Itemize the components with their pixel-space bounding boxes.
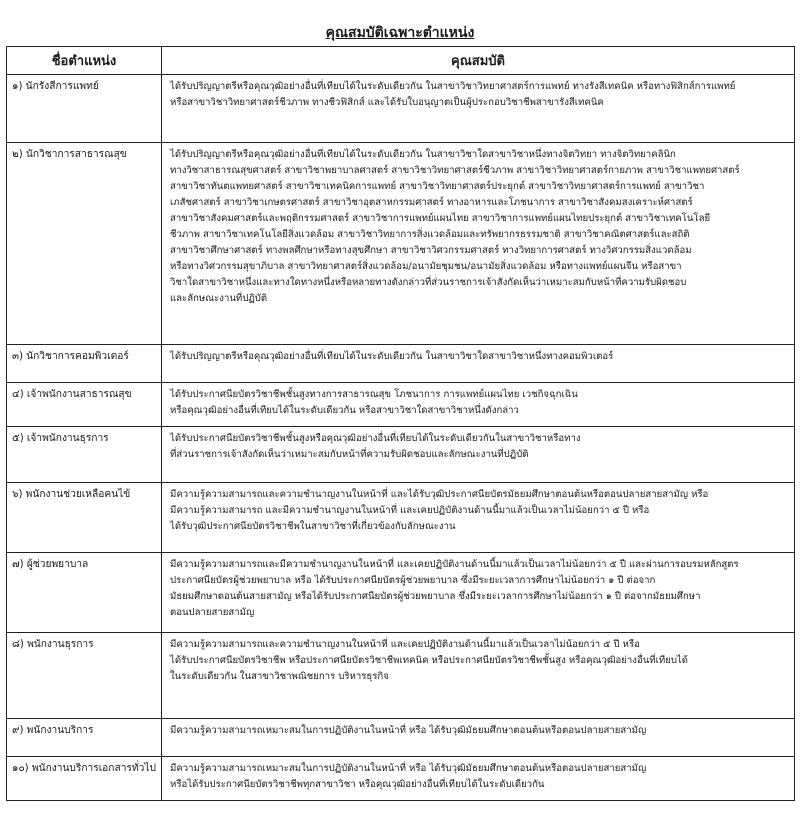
qualification-line: ได้รับปริญญาตรีหรือคุณวุฒิอย่างอื่นที่เทียบได้ในระดับเดียวกัน ในสาขาวิชาใดสาขาวิชาหนึ่งทางจิตวิทยา ทางจิตวิทยาคลินิก [170, 149, 676, 160]
table-row [7, 553, 795, 633]
position-name-cell: ๑) นักรังสีการแพทย์ [7, 75, 162, 143]
qualification-line: ได้รับประกาศนียบัตรวิชาชีพ หรือประกาศนียบัตรวิชาชีพเทคนิค หรือประกาศนียบัตรวิชาชีพชั้นสูง หรือคุณวุฒิอย่างอื่นที่เทียบได้ [170, 655, 688, 666]
position-name-cell: ๓) นักวิชาการคอมพิวเตอร์ [7, 345, 162, 383]
qualification-line: ประกาศนียบัตรผู้ช่วยพยาบาล หรือ ได้รับประกาศนียบัตรผู้ช่วยพยาบาล ซึ่งมีระยะเวลาการศึกษาไม่น้อยกว่า ๑ ปี ต่อจาก [170, 575, 656, 586]
qualification-line: ชีวภาพ สาขาวิชาเทคโนโลยีสิ่งแวดล้อม สาขาวิชาวิทยาการสิ่งแวดล้อมและทรัพยากรธรรมชาติ สาขาวิชาคณิตศาสตร์และสถิติ [170, 229, 690, 240]
position-name-cell: ๑๐) พนักงานบริการเอกสารทั่วไป [7, 757, 162, 801]
qualification-line: ได้รับวุฒิประกาศนียบัตรวิชาชีพในสาขาวิชาที่เกี่ยวข้องกับลักษณะงาน [170, 521, 456, 532]
table-row [7, 719, 795, 757]
qualification-line: มีความรู้ความสามารถและมีความชำนาญงานในหน้าที่ และเคยปฏิบัติงานด้านนี้มาแล้วเป็นเวลาไม่น้อยกว่า ๕ ปี และผ่านการอบรมหลักสูตร [170, 559, 739, 570]
table-row [7, 143, 795, 345]
table-row [7, 75, 795, 143]
qualification-line: มีความรู้ความสามารถและความชำนาญงานในหน้าที่ และได้รับวุฒิประกาศนียบัตรมัธยมศึกษาตอนต้นหรือตอนปลายสายสามัญ หรือ [170, 489, 709, 500]
page-title: คุณสมบัติเฉพาะตำแหน่ง [325, 25, 475, 41]
qualification-line: และลักษณะงานที่ปฏิบัติ [170, 293, 268, 304]
qualification-line: หรือสาขาวิชาวิทยาศาสตร์ชีวภาพ ทางชีวฟิสิกส์ และได้รับใบอนุญาตเป็นผู้ประกอบวิชาชีพสาขารังสีเทคนิค [170, 97, 604, 108]
position-name-cell: ๒) นักวิชาการสาธารณสุข [7, 143, 162, 345]
qualification-column-header: คุณสมบัติ [162, 47, 795, 75]
qualification-cell [162, 345, 795, 383]
qualification-line: หรือคุณวุฒิอย่างอื่นที่เทียบได้ในระดับเดียวกัน หรือสาขาวิชาใดสาขาวิชาหนึ่งดังกล่าว [170, 405, 519, 416]
qualification-line: ได้รับประกาศนียบัตรวิชาชีพชั้นสูงหรือคุณวุฒิอย่างอื่นที่เทียบได้ในระดับเดียวกันในสาขาวิชาหรือทาง [170, 433, 581, 444]
qualification-line: หรือทางวิศวกรรมสุขาภิบาล สาขาวิทยาศาสตร์สิ่งแวดล้อม/อนามัยชุมชน/อนามัยสิ่งแวดล้อม หรือทางแพทย์แผนจีน หรือสาขา [170, 261, 682, 272]
table-row [7, 345, 795, 383]
position-name-cell: ๖) พนักงานช่วยเหลือคนไข้ [7, 483, 162, 553]
qualification-line: มีความรู้ความสามารถเหมาะสมในการปฏิบัติงานในหน้าที่ หรือ ได้รับวุฒิมัธยมศึกษาตอนต้นหรือตอนปลายสายสามัญ [170, 763, 647, 774]
table-row [7, 427, 795, 483]
qualification-cell [162, 75, 795, 143]
qualification-line: หรือได้รับประกาศนียบัตรวิชาชีพทุกสาขาวิชา หรือคุณวุฒิอย่างอื่นที่เทียบได้ในระดับเดียวกัน [170, 779, 545, 790]
position-name-cell: ๕) เจ้าพนักงานธุรการ [7, 427, 162, 483]
table-row [7, 483, 795, 553]
qualification-line: ในระดับเดียวกัน ในสาขาวิชาพณิชยการ บริหารธุรกิจ [170, 671, 389, 682]
qualification-line: มีความรู้ความสามารถและความชำนาญงานในหน้าที่ และเคยปฏิบัติงานด้านนี้มาแล้วเป็นเวลาไม่น้อยกว่า ๕ ปี หรือ [170, 639, 640, 650]
qualification-cell [162, 143, 795, 345]
qualification-line: สาขาวิชาศึกษาศาสตร์ ทางพลศึกษาหรือทางสุขศึกษา สาขาวิชาวิศวกรรมศาสตร์ ทางวิทยาการศาสตร์ ทางวิศวกรรมสิ่งแวดล้อม [170, 245, 692, 256]
qualification-line: สาขาวิชาสังคมศาสตร์และพฤติกรรมศาสตร์ สาขาวิชาการแพทย์แผนไทย สาขาวิชาการแพทย์แผนไทยประยุกต์ สาขาวิชาเทคโนโลยี [170, 213, 711, 224]
qualification-line: มัธยมศึกษาตอนต้นสายสามัญ หรือได้รับประกาศนียบัตรผู้ช่วยพยาบาล ซึ่งมีระยะเวลาการศึกษาไม่น้อยกว่า ๑ ปี ต่อจากมัธยมศึกษา [170, 591, 701, 602]
qualification-table [6, 46, 795, 801]
qualification-line: มีความรู้ความสามารถเหมาะสมในการปฏิบัติงานในหน้าที่ หรือ ได้รับวุฒิมัธยมศึกษาตอนต้นหรือตอนปลายสายสามัญ [170, 725, 647, 736]
position-name-cell: ๘) พนักงานธุรการ [7, 633, 162, 719]
qualification-line: วิชาใดสาขาวิชาหนึ่งและทางใดทางหนึ่งหรือหลายทางดังกล่าวที่ส่วนราชการเจ้าสังกัดเห็นว่าเหมาะสมกับหน้าที่ความรับผิดชอบ [170, 277, 687, 288]
position-name-cell: ๙) พนักงานบริการ [7, 719, 162, 757]
qualification-cell [162, 757, 795, 801]
qualification-line: ได้รับปริญญาตรีหรือคุณวุฒิอย่างอื่นที่เทียบได้ในระดับเดียวกัน ในสาขาวิชาวิทยาศาสตร์การแพทย์ ทางรังสีเทคนิค หรือทางฟิสิกส์การแพทย์ [170, 81, 736, 92]
qualification-line: ได้รับปริญญาตรีหรือคุณวุฒิอย่างอื่นที่เทียบได้ในระดับเดียวกัน ในสาขาวิชาใดสาขาวิชาหนึ่งทางคอมพิวเตอร์ [170, 351, 614, 362]
qualification-line: ทางวิชาสาธารณสุขศาสตร์ สาขาวิชาพยาบาลศาสตร์ สาขาวิชาวิทยาศาสตร์ชีวภาพ สาขาวิชาวิทยาศาสตร์กายภาพ สาขาวิชาแพทยศาสตร์ [170, 165, 740, 176]
qualification-line: เภสัชศาสตร์ สาขาวิชาเกษตรศาสตร์ สาขาวิชาอุตสาหกรรมศาสตร์ ทางอาหารและโภชนาการ สาขาวิชาสังคมสงเคราะห์ศาสตร์ [170, 197, 693, 208]
qualification-cell [162, 719, 795, 757]
position-name-cell: ๔) เจ้าพนักงานสาธารณสุข [7, 383, 162, 427]
position-column-header: ชื่อตำแหน่ง [7, 47, 162, 75]
table-header-row [7, 47, 795, 75]
qualification-cell [162, 633, 795, 719]
position-name-cell: ๗) ผู้ช่วยพยาบาล [7, 553, 162, 633]
qualification-line: มีความรู้ความสามารถ และมีความชำนาญงานในหน้าที่ และเคยปฏิบัติงานด้านนี้มาแล้วเป็นเวลาไม่น้อยกว่า ๕ ปี หรือ [170, 505, 650, 516]
qualification-line: ที่ส่วนราชการเจ้าสังกัดเห็นว่าเหมาะสมกับหน้าที่ความรับผิดชอบและลักษณะงานที่ปฏิบัติ [170, 449, 529, 460]
qualification-cell [162, 553, 795, 633]
table-row [7, 757, 795, 801]
qualification-cell [162, 427, 795, 483]
qualification-line: สาขาวิชาทันตแพทยศาสตร์ สาขาวิชาเทคนิคการแพทย์ สาขาวิชาวิทยาศาสตร์ประยุกต์ สาขาวิชาวิทยาศาสตร์การแพทย์ สาขาวิชา [170, 181, 705, 192]
qualification-line: ได้รับประกาศนียบัตรวิชาชีพชั้นสูงทางการสาธารณสุข โภชนาการ การแพทย์แผนไทย เวชกิจฉุกเฉิน [170, 389, 578, 400]
qualification-line: ตอนปลายสายสามัญ [170, 607, 255, 618]
table-row [7, 633, 795, 719]
table-row [7, 383, 795, 427]
qualification-cell [162, 483, 795, 553]
qualification-cell [162, 383, 795, 427]
